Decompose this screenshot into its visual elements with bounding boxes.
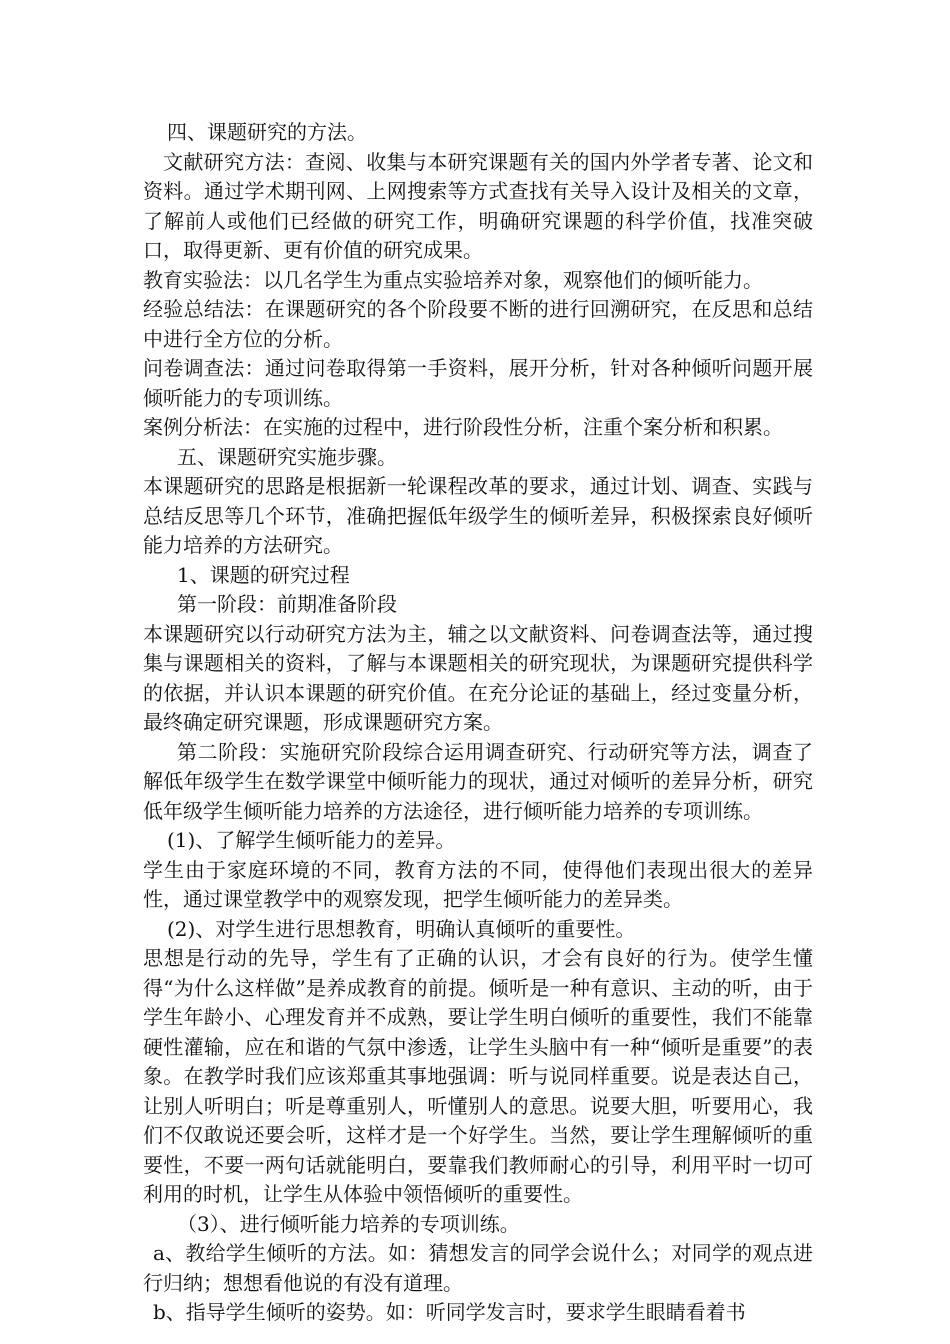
paragraph: 本课题研究的思路是根据新一轮课程改革的要求，通过计划、调查、实践与总结反思等几个环节，准确把握低年级学生的倾听差异，积极探索良好倾听能力培养的方法研究。 — [143, 474, 813, 557]
paragraph: 思想是行动的先导，学生有了正确的认识，才会有良好的行为。使学生懂得“为什么这样做”是养成教育的前提。倾听是一种有意识、主动的听，由于学生年龄小、心理发育并不成熟，要让学生明白倾听的重要性，我们不能靠硬性灌输，应在和谐的气氛中渗透，让学生头脑中有一种“倾听是重要”的表象。在教学时我们应该郑重其事地强调：听与说同样重要。说是表达自己，让别人听明白；听是尊重别人，听懂别人的意思。说要大胆，听要用心，我们不仅敢说还要会听，这样才是一个好学生。当然，要让学生理解倾听的重要性，不要一两句话就能明白，要靠我们教师耐心的引导，利用平时一切可利用的时机，让学生从体验中领悟倾听的重要性。 — [143, 946, 813, 1206]
paragraph: 问卷调查法：通过问卷取得第一手资料，展开分析，针对各种倾听问题开展倾听能力的专项训练。 — [143, 356, 813, 410]
paragraph: 文献研究方法：查阅、收集与本研究课题有关的国内外学者专著、论文和资料。通过学术期刊网、上网搜索等方式查找有关导入设计及相关的文章，了解前人或他们已经做的研究工作，明确研究课题的科学价值，找准突破口，取得更新、更有价值的研究成果。 — [143, 149, 813, 262]
paragraph: 五、课题研究实施步骤。 — [177, 444, 397, 469]
paragraph: 案例分析法：在实施的过程中，进行阶段性分析，注重个案分析和积累。 — [143, 415, 783, 439]
paragraph: a、教给学生倾听的方法。如：猜想发言的同学会说什么；对同学的观点进行归纳；想想看他说的有没有道理。 — [143, 1241, 813, 1295]
paragraph: 1、课题的研究过程 — [177, 562, 350, 587]
paragraph: 四、课题研究的方法。 — [167, 120, 367, 144]
paragraph: 教育实验法：以几名学生为重点实验培养对象，观察他们的倾听能力。 — [143, 267, 763, 292]
document-body — [143, 118, 813, 1328]
paragraph: 经验总结法：在课题研究的各个阶段要不断的进行回溯研究，在反思和总结中进行全方位的分析。 — [143, 297, 813, 351]
paragraph: 学生由于家庭环境的不同，教育方法的不同，使得他们表现出很大的差异性，通过课堂教学中的观察发现，把学生倾听能力的差异类。 — [143, 857, 813, 911]
paragraph: b、指导学生倾听的姿势。如：听同学发言时，要求学生眼睛看着书 — [153, 1300, 746, 1324]
paragraph: 本课题研究以行动研究方法为主，辅之以文献资料、问卷调查法等，通过搜集与课题相关的资料，了解与本课题相关的研究现状，为课题研究提供科学的依据，并认识本课题的研究价值。在充分论证的基础上，经过变量分析，最终确定研究课题，形成课题研究方案。 — [143, 621, 813, 734]
paragraph: 第二阶段：实施研究阶段综合运用调查研究、行动研究等方法，调查了解低年级学生在数学课堂中倾听能力的现状，通过对倾听的差异分析，研究低年级学生倾听能力培养的方法途径，进行倾听能力培养的专项训练。 — [143, 739, 813, 823]
paragraph: (2)、对学生进行思想教育，明确认真倾听的重要性。 — [167, 916, 636, 941]
paragraph: （3）、进行倾听能力培养的专项训练。 — [177, 1211, 520, 1236]
paragraph: 第一阶段：前期准备阶段 — [177, 592, 397, 616]
paragraph: (1)、了解学生倾听能力的差异。 — [167, 828, 456, 852]
